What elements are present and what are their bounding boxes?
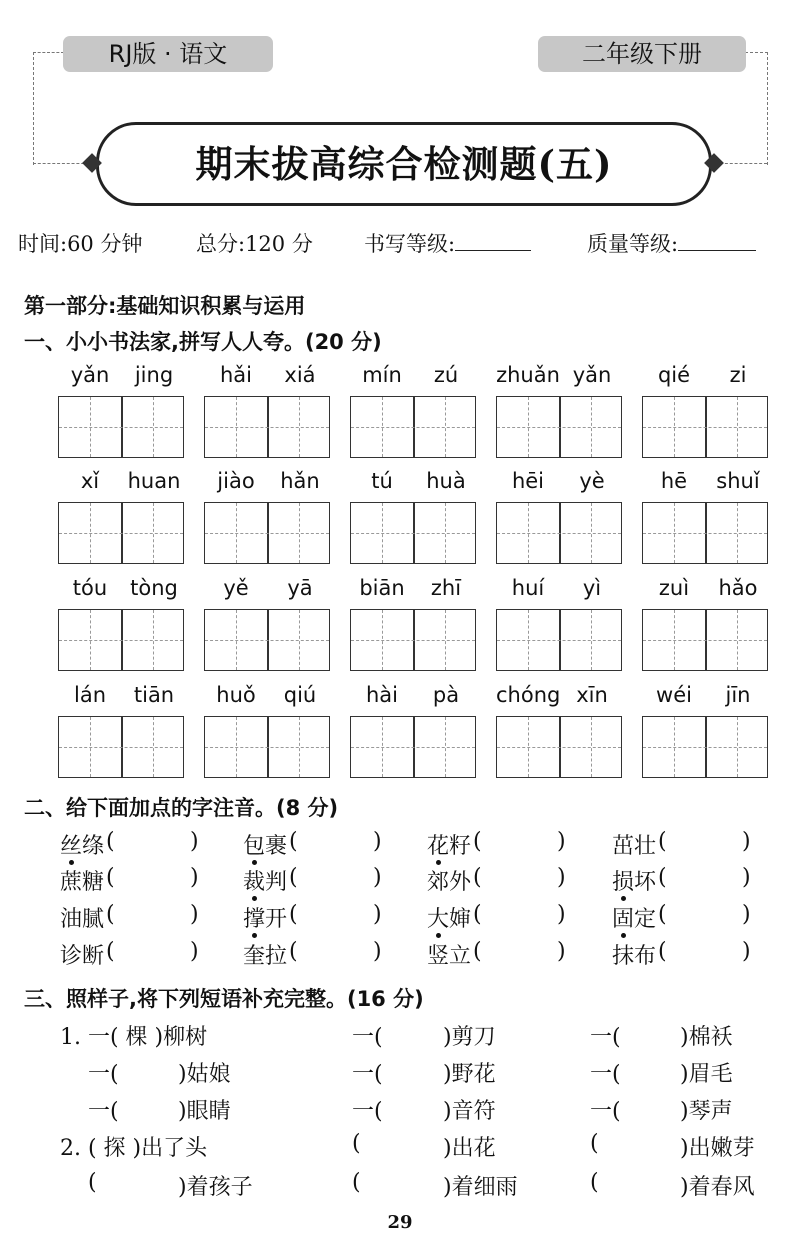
phrase-part: 一( xyxy=(88,1099,119,1124)
tianzige-box[interactable] xyxy=(58,609,184,671)
pinyin-label: xǐ xyxy=(80,469,100,493)
pinyin-label: qié xyxy=(657,363,691,387)
answer-paren-left: ( xyxy=(473,902,482,927)
answer-paren-left: ( xyxy=(289,902,298,927)
pinyin-label: pà xyxy=(432,683,460,707)
pinyin-label: zhuǎn xyxy=(496,363,560,387)
right-tag: 二年级下册 xyxy=(538,36,746,72)
quality-grade-blank[interactable] xyxy=(678,232,756,251)
answer-paren-left: ( xyxy=(658,829,667,854)
phonetic-word: 撑开 xyxy=(243,907,288,932)
tianzige-box[interactable] xyxy=(58,716,184,778)
pinyin-label: hǎi xyxy=(219,363,252,387)
pinyin-label: jing xyxy=(134,363,174,387)
tianzige-box[interactable] xyxy=(496,502,622,564)
grid-guide-h xyxy=(205,533,329,534)
writing-grade xyxy=(364,228,531,258)
tianzige-box[interactable] xyxy=(350,396,476,458)
answer-paren-left: ( xyxy=(658,939,667,964)
phonetic-word: 损坏 xyxy=(612,870,657,895)
pinyin-label: yǎn xyxy=(572,363,612,387)
answer-paren-right: ) xyxy=(373,829,382,854)
tianzige-box[interactable] xyxy=(58,502,184,564)
phrase-part: ( xyxy=(352,1131,361,1156)
pinyin-label: mín xyxy=(362,363,402,387)
pinyin-label: huǒ xyxy=(216,683,256,707)
pinyin-answer-field[interactable] xyxy=(303,865,369,891)
tianzige-box[interactable] xyxy=(350,502,476,564)
pinyin-label: huí xyxy=(511,576,545,600)
pinyin-label: tiān xyxy=(133,683,175,707)
phrase-part: )眼睛 xyxy=(178,1099,231,1124)
left-tag: RJ版 · 语文 xyxy=(63,36,273,72)
pinyin-label: huà xyxy=(426,469,466,493)
pinyin-label: chóng xyxy=(496,683,561,707)
emphasis-dot xyxy=(621,933,626,938)
answer-paren-left: ( xyxy=(658,865,667,890)
phrase-part: )着春风 xyxy=(680,1175,755,1200)
phrase-part: 一( xyxy=(88,1062,119,1087)
grid-guide-h xyxy=(351,533,475,534)
answer-paren-left: ( xyxy=(106,865,115,890)
phrase-part: )野花 xyxy=(443,1062,496,1087)
phonetic-word: 奎拉 xyxy=(243,944,288,969)
pinyin-answer-field[interactable] xyxy=(672,939,738,965)
phrase-part: )着细雨 xyxy=(443,1175,518,1200)
tianzige-box[interactable] xyxy=(350,609,476,671)
answer-paren-left: ( xyxy=(106,829,115,854)
phrase-part: )出嫩芽 xyxy=(680,1136,755,1161)
grid-guide-h xyxy=(59,427,183,428)
pinyin-label: hēi xyxy=(511,469,545,493)
pinyin-label: zú xyxy=(433,363,459,387)
grid-guide-h xyxy=(351,427,475,428)
tianzige-box[interactable] xyxy=(642,502,768,564)
page-number: 29 xyxy=(387,1212,413,1233)
answer-paren-left: ( xyxy=(473,829,482,854)
answer-paren-right: ) xyxy=(557,939,566,964)
pinyin-answer-field[interactable] xyxy=(487,939,553,965)
grid-guide-h xyxy=(643,427,767,428)
pinyin-label: yǎn xyxy=(70,363,110,387)
pinyin-answer-field[interactable] xyxy=(672,902,738,928)
answer-paren-left: ( xyxy=(289,865,298,890)
grid-guide-h xyxy=(497,640,621,641)
quality-grade xyxy=(587,228,756,258)
phonetic-word: 竖立 xyxy=(427,944,472,969)
phonetic-word: 包裹 xyxy=(243,834,288,859)
pinyin-label: zi xyxy=(729,363,747,387)
pinyin-answer-field[interactable] xyxy=(303,829,369,855)
grid-guide-h xyxy=(643,640,767,641)
pinyin-label: jīn xyxy=(725,683,751,707)
pinyin-answer-field[interactable] xyxy=(672,865,738,891)
answer-paren-right: ) xyxy=(373,939,382,964)
answer-paren-left: ( xyxy=(289,829,298,854)
pinyin-label: hǎn xyxy=(280,469,320,493)
phrase-part: )姑娘 xyxy=(178,1062,231,1087)
answer-paren-left: ( xyxy=(106,902,115,927)
phrase-part: 一( xyxy=(590,1062,621,1087)
phrase-part: ( xyxy=(590,1170,599,1195)
tianzige-box[interactable] xyxy=(642,396,768,458)
phonetic-word: 茁壮 xyxy=(612,834,657,859)
pinyin-label: tòng xyxy=(130,576,178,600)
grid-guide-h xyxy=(59,533,183,534)
grid-guide-h xyxy=(205,427,329,428)
answer-paren-right: ) xyxy=(373,865,382,890)
pinyin-label: hē xyxy=(660,469,688,493)
pinyin-label: hài xyxy=(365,683,398,707)
pinyin-label: hǎo xyxy=(718,576,758,600)
tianzige-box[interactable] xyxy=(204,502,330,564)
answer-paren-right: ) xyxy=(742,865,751,890)
right-connector xyxy=(745,52,768,165)
pinyin-label: huan xyxy=(127,469,181,493)
answer-paren-left: ( xyxy=(106,939,115,964)
pinyin-answer-field[interactable] xyxy=(672,829,738,855)
answer-paren-left: ( xyxy=(658,902,667,927)
answer-paren-right: ) xyxy=(190,902,199,927)
phonetic-word: 花籽 xyxy=(427,834,472,859)
pinyin-answer-field[interactable] xyxy=(303,902,369,928)
phonetic-word: 大婶 xyxy=(427,907,472,932)
phrase-part: )剪刀 xyxy=(443,1025,496,1050)
tianzige-box[interactable] xyxy=(496,716,622,778)
grid-guide-h xyxy=(497,533,621,534)
part1-heading: 第一部分:基础知识积累与运用 xyxy=(24,294,306,318)
answer-paren-right: ) xyxy=(190,829,199,854)
writing-grade-label: 书写等级: xyxy=(364,232,456,256)
pinyin-answer-field[interactable] xyxy=(120,865,186,891)
grid-guide-h xyxy=(497,427,621,428)
answer-paren-right: ) xyxy=(557,902,566,927)
pinyin-label: tóu xyxy=(72,576,108,600)
pinyin-answer-field[interactable] xyxy=(120,939,186,965)
emphasis-dot xyxy=(436,933,441,938)
writing-grade-blank[interactable] xyxy=(455,232,531,251)
grid-guide-h xyxy=(643,747,767,748)
answer-paren-right: ) xyxy=(742,939,751,964)
pinyin-answer-field[interactable] xyxy=(303,939,369,965)
phrase-part: ( xyxy=(590,1131,599,1156)
pinyin-answer-field[interactable] xyxy=(487,902,553,928)
phonetic-word: 固定 xyxy=(612,907,657,932)
q2-heading: 二、给下面加点的字注音。(8 分) xyxy=(24,796,339,820)
phrase-part: )琴声 xyxy=(680,1099,733,1124)
grid-guide-h xyxy=(497,747,621,748)
answer-paren-right: ) xyxy=(373,902,382,927)
grid-guide-h xyxy=(643,533,767,534)
tianzige-box[interactable] xyxy=(642,609,768,671)
grid-guide-h xyxy=(59,747,183,748)
quality-grade-label: 质量等级: xyxy=(587,232,679,256)
left-connector-bottom xyxy=(33,163,89,164)
tianzige-box[interactable] xyxy=(350,716,476,778)
time-info: 时间:60 分钟 xyxy=(18,232,143,256)
pinyin-label: jiào xyxy=(217,469,255,493)
phrase-part: 2. ( 探 )出了头 xyxy=(60,1136,208,1161)
phrase-part: ( xyxy=(88,1170,97,1195)
grid-guide-h xyxy=(205,747,329,748)
pinyin-label: lán xyxy=(73,683,106,707)
phonetic-word: 裁判 xyxy=(243,870,288,895)
phonetic-word: 丝绦 xyxy=(60,834,105,859)
tianzige-box[interactable] xyxy=(642,716,768,778)
answer-paren-right: ) xyxy=(190,865,199,890)
phrase-part: 一( xyxy=(590,1025,621,1050)
tianzige-box[interactable] xyxy=(58,396,184,458)
phrase-part: )音符 xyxy=(443,1099,496,1124)
answer-paren-right: ) xyxy=(557,829,566,854)
tianzige-box[interactable] xyxy=(204,716,330,778)
phonetic-word: 诊断 xyxy=(60,944,105,969)
pinyin-label: yě xyxy=(223,576,249,600)
answer-paren-left: ( xyxy=(473,865,482,890)
phrase-part: )眉毛 xyxy=(680,1062,733,1087)
phrase-part: 一( xyxy=(590,1099,621,1124)
pinyin-label: xiá xyxy=(284,363,316,387)
phrase-part: )着孩子 xyxy=(178,1175,253,1200)
pinyin-label: qiú xyxy=(283,683,317,707)
pinyin-answer-field[interactable] xyxy=(120,829,186,855)
pinyin-label: biān xyxy=(359,576,405,600)
phrase-part: 1. 一( 棵 )柳树 xyxy=(60,1025,208,1050)
pinyin-label: wéi xyxy=(656,683,692,707)
phrase-part: 一( xyxy=(352,1099,383,1124)
pinyin-answer-field[interactable] xyxy=(487,829,553,855)
pinyin-label: yā xyxy=(287,576,313,600)
phrase-part: ( xyxy=(352,1170,361,1195)
pinyin-label: zuì xyxy=(658,576,690,600)
phonetic-word: 油腻 xyxy=(60,907,105,932)
emphasis-dot xyxy=(252,933,257,938)
pinyin-label: zhī xyxy=(430,576,462,600)
q1-heading: 一、小小书法家,拼写人人夸。(20 分) xyxy=(24,330,382,354)
grid-guide-h xyxy=(351,747,475,748)
tianzige-box[interactable] xyxy=(204,396,330,458)
answer-paren-left: ( xyxy=(473,939,482,964)
pinyin-label: yì xyxy=(582,576,602,600)
answer-paren-right: ) xyxy=(190,939,199,964)
tianzige-box[interactable] xyxy=(496,396,622,458)
total-info: 总分:120 分 xyxy=(196,232,313,256)
pinyin-label: tú xyxy=(371,469,393,493)
pinyin-label: yè xyxy=(579,469,605,493)
answer-paren-right: ) xyxy=(742,829,751,854)
phrase-part: )出花 xyxy=(443,1136,496,1161)
emphasis-dot xyxy=(621,896,626,901)
tianzige-box[interactable] xyxy=(204,609,330,671)
grid-guide-h xyxy=(59,640,183,641)
grid-guide-h xyxy=(351,640,475,641)
emphasis-dot xyxy=(252,896,257,901)
pinyin-answer-field[interactable] xyxy=(120,902,186,928)
pinyin-label: xīn xyxy=(576,683,608,707)
tianzige-box[interactable] xyxy=(496,609,622,671)
pinyin-answer-field[interactable] xyxy=(487,865,553,891)
q3-heading: 三、照样子,将下列短语补充完整。(16 分) xyxy=(24,987,424,1011)
phrase-part: 一( xyxy=(352,1025,383,1050)
phonetic-word: 郊外 xyxy=(427,870,472,895)
phonetic-word: 抹布 xyxy=(612,944,657,969)
answer-paren-left: ( xyxy=(289,939,298,964)
answer-paren-right: ) xyxy=(742,902,751,927)
phrase-part: )棉袄 xyxy=(680,1025,733,1050)
right-connector-bottom xyxy=(720,163,767,164)
left-connector xyxy=(33,52,64,165)
phrase-part: 一( xyxy=(352,1062,383,1087)
phonetic-word: 蔗糖 xyxy=(60,870,105,895)
answer-paren-right: ) xyxy=(557,865,566,890)
grid-guide-h xyxy=(205,640,329,641)
page-title: 期末拔高综合检测题(五) xyxy=(195,142,613,186)
pinyin-label: shuǐ xyxy=(716,469,760,493)
